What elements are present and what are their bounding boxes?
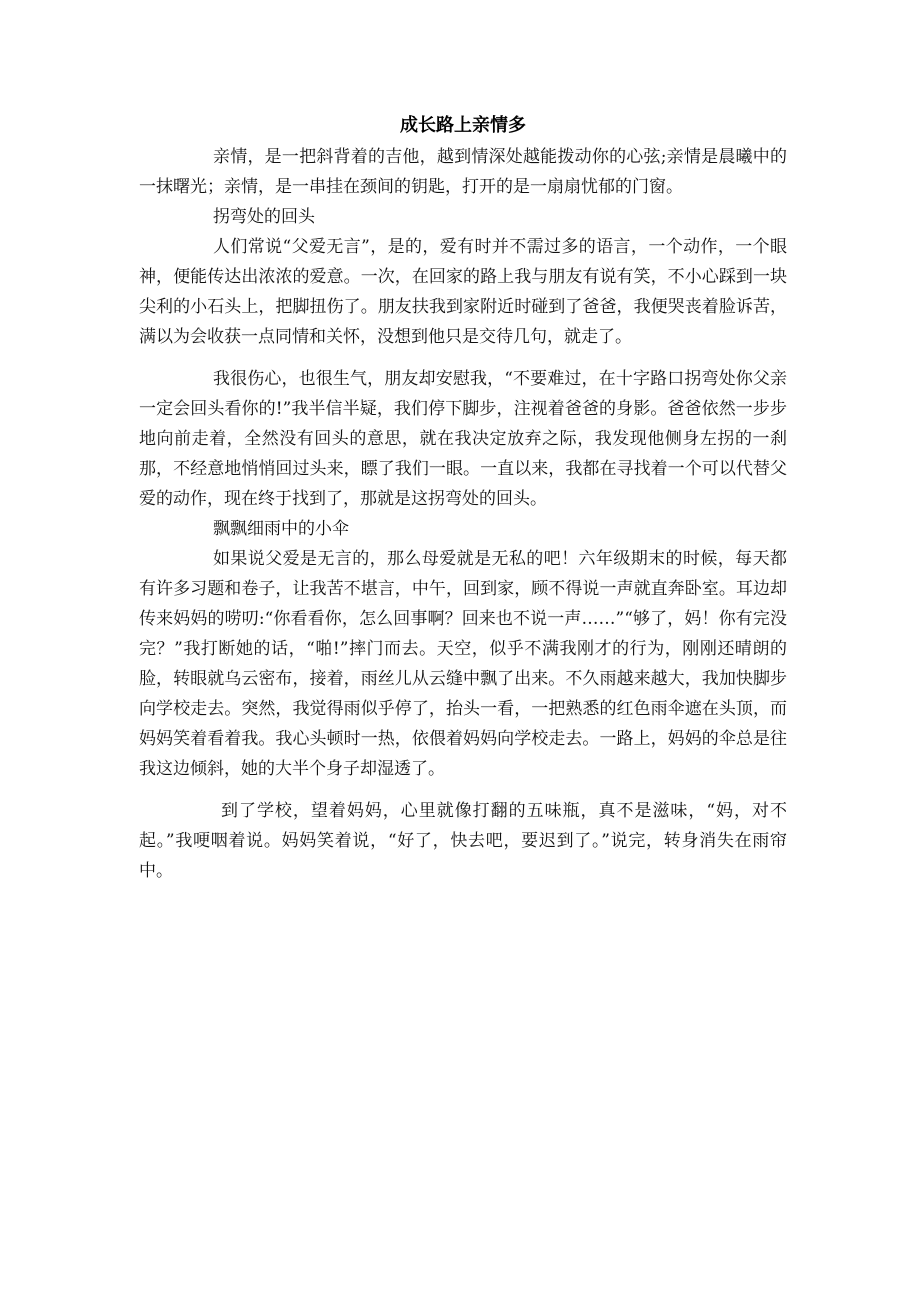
section2-paragraph-1: 如果说父爱是无言的，那么母爱就是无私的吧！六年级期末的时候，每天都有许多习题和卷子，让我苦不堪言，中午，回到家，顾不得说一声就直奔卧室。耳边却传来妈妈的唠叨:“你看看你，怎么回事啊？回来也不说一声……”“够了，妈！你有完没完？”我打断她的话，“啪!”摔门而去。天空，似乎不满我刚才的行为，刚刚还晴朗的脸，转眼就乌云密布，接着，雨丝儿从云缝中飘了出来。不久雨越来越大，我加快脚步向学校走去。突然，我觉得雨似乎停了，抬头一看，一把熟悉的红色雨伞遮在头顶，而妈妈笑着看着我。我心头顿时一热，依偎着妈妈向学校走去。一路上，妈妈的伞总是往我这边倾斜，她的大半个身子却湿透了。	[139, 549, 787, 779]
section1-paragraph-1: 人们常说“父爱无言”，是的，爱有时并不需过多的语言，一个动作，一个眼神，便能传达出浓浓的爱意。一次，在回家的路上我与朋友有说有笑，不小心踩到一块尖利的小石头上，把脚扭伤了。朋友扶我到家附近时碰到了爸爸，我便哭丧着脸诉苦，满以为会收获一点同情和关怀，没想到他只是交待几句，就走了。	[139, 237, 787, 347]
section-heading-umbrella: 飘飘细雨中的小伞	[213, 519, 349, 539]
section1-paragraph-2: 我很伤心，也很生气，朋友却安慰我，“不要难过，在十字路口拐弯处你父亲一定会回头看你的!”我半信半疑，我们停下脚步，注视着爸爸的身影。爸爸依然一步步地向前走着，全然没有回头的意思，就在我决定放弃之际，我发现他侧身左拐的一刹那，不经意地悄悄回过头来，瞟了我们一眼。一直以来，我都在寻找着一个可以代替父爱的动作，现在终于找到了，那就是这拐弯处的回头。	[139, 369, 787, 509]
paragraph-gap	[139, 784, 787, 796]
paragraph-gap	[139, 352, 787, 364]
document-title: 成长路上亲情多	[400, 115, 526, 136]
section-heading-turning-back: 拐弯处的回头	[213, 207, 315, 227]
intro-paragraph: 亲情，是一把斜背着的吉他，越到情深处越能拨动你的心弦;亲情是晨曦中的一抹曙光；亲情，是一串挂在颈间的钥匙，打开的是一扇扇忧郁的门窗。	[139, 147, 787, 197]
section2-paragraph-2: 到了学校，望着妈妈，心里就像打翻的五味瓶，真不是滋味，“妈，对不起。”我哽咽着说。妈妈笑着说，“好了，快去吧，要迟到了。”说完，转身消失在雨帘中。	[139, 801, 787, 881]
document-body	[139, 108, 787, 886]
